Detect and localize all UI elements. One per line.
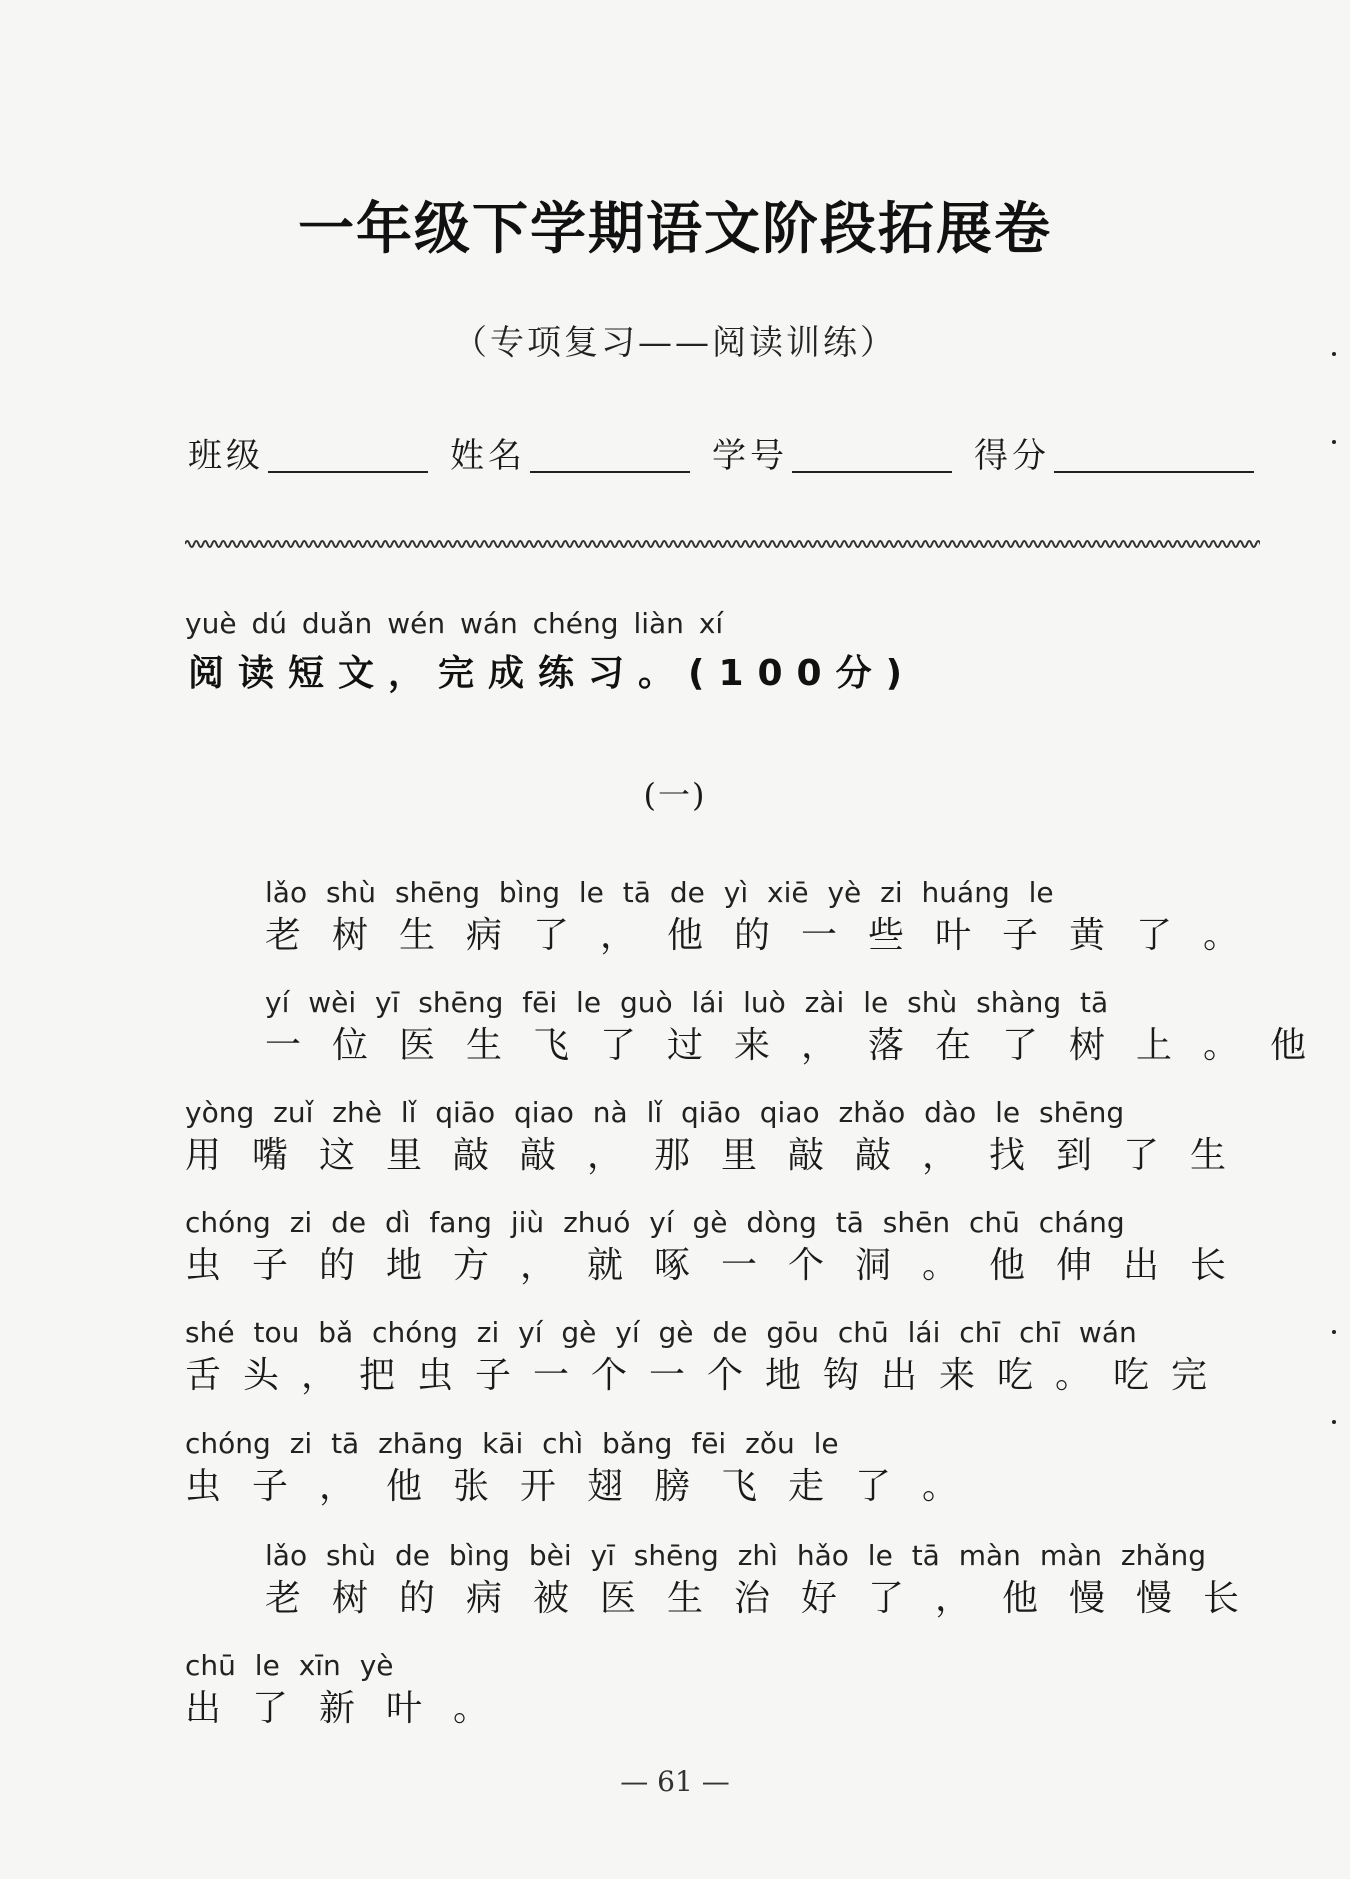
page-number: — 61 — bbox=[620, 1765, 730, 1798]
scan-speck bbox=[1332, 1330, 1336, 1334]
score-blank[interactable] bbox=[1054, 471, 1254, 473]
passage-text: 老树的病被医生治好了，他慢慢长 bbox=[265, 1578, 1271, 1619]
passage-line bbox=[185, 1313, 1229, 1399]
passage-line bbox=[185, 1424, 989, 1510]
passage-pinyin: lǎo shù shēng bìng le tā de yì xiē yè zi huáng le bbox=[265, 876, 1054, 909]
instruction-pinyin: yuè dú duǎn wén wán chéng liàn xí bbox=[185, 607, 724, 640]
passage-pinyin: chū le xīn yè bbox=[185, 1649, 394, 1682]
passage-pinyin: chóng zi tā zhāng kāi chì bǎng fēi zǒu le bbox=[185, 1427, 839, 1460]
passage-text: 出了新叶。 bbox=[185, 1688, 521, 1729]
score-field bbox=[974, 428, 1050, 477]
name-field bbox=[450, 428, 526, 477]
passage-text: 用嘴这里敲敲，那里敲敲，找到了生 bbox=[185, 1135, 1258, 1176]
student-number-label: 学号 bbox=[712, 436, 788, 476]
passage-line bbox=[265, 1536, 1270, 1622]
scan-speck bbox=[1332, 440, 1336, 444]
passage-line bbox=[185, 1093, 1257, 1179]
passage-text: 一位医生飞了过来，落在了树上。他 bbox=[265, 1025, 1338, 1066]
page-title: 一年级下学期语文阶段拓展卷 bbox=[298, 197, 1052, 262]
scan-speck bbox=[1332, 352, 1336, 356]
student-number-field bbox=[712, 428, 788, 477]
passage-pinyin: chóng zi de dì fang jiù zhuó yí gè dòng tā shēn chū cháng bbox=[185, 1206, 1125, 1239]
passage-pinyin: yòng zuǐ zhè lǐ qiāo qiao nà lǐ qiāo qiao zhǎo dào le shēng bbox=[185, 1096, 1125, 1129]
page-subtitle: （专项复习——阅读训练） bbox=[453, 323, 897, 363]
class-field bbox=[188, 428, 264, 477]
student-info-fields bbox=[188, 428, 1258, 478]
class-label: 班级 bbox=[188, 436, 264, 476]
passage-line bbox=[265, 983, 1337, 1069]
passage-text: 老树生病了，他的一些叶子黄了。 bbox=[265, 915, 1271, 956]
passage-pinyin: shé tou bǎ chóng zi yí gè yí gè de gōu chū lái chī chī wán bbox=[185, 1316, 1137, 1349]
passage-line bbox=[185, 1203, 1257, 1289]
name-label: 姓名 bbox=[450, 436, 526, 476]
score-label: 得分 bbox=[974, 436, 1050, 476]
student-number-blank[interactable] bbox=[792, 471, 952, 473]
scan-speck bbox=[1332, 1420, 1336, 1424]
passage-pinyin: lǎo shù de bìng bèi yī shēng zhì hǎo le tā màn màn zhǎng bbox=[265, 1539, 1207, 1572]
passage-text: 虫子的地方，就啄一个洞。他伸出长 bbox=[185, 1245, 1258, 1286]
name-blank[interactable] bbox=[530, 471, 690, 473]
passage-text: 舌头，把虫子一个一个地钩出来吃。吃完 bbox=[185, 1355, 1230, 1396]
wavy-divider bbox=[185, 536, 1260, 552]
passage-line bbox=[185, 1646, 520, 1732]
class-blank[interactable] bbox=[268, 471, 428, 473]
passage-text: 虫子，他张开翅膀飞走了。 bbox=[185, 1466, 990, 1507]
passage-pinyin: yí wèi yī shēng fēi le guò lái luò zài le shù shàng tā bbox=[265, 986, 1109, 1019]
instruction-text: 阅读短文，完成练习。(100分) bbox=[188, 653, 917, 694]
section-number: (一) bbox=[643, 776, 707, 814]
passage-line bbox=[265, 873, 1270, 959]
